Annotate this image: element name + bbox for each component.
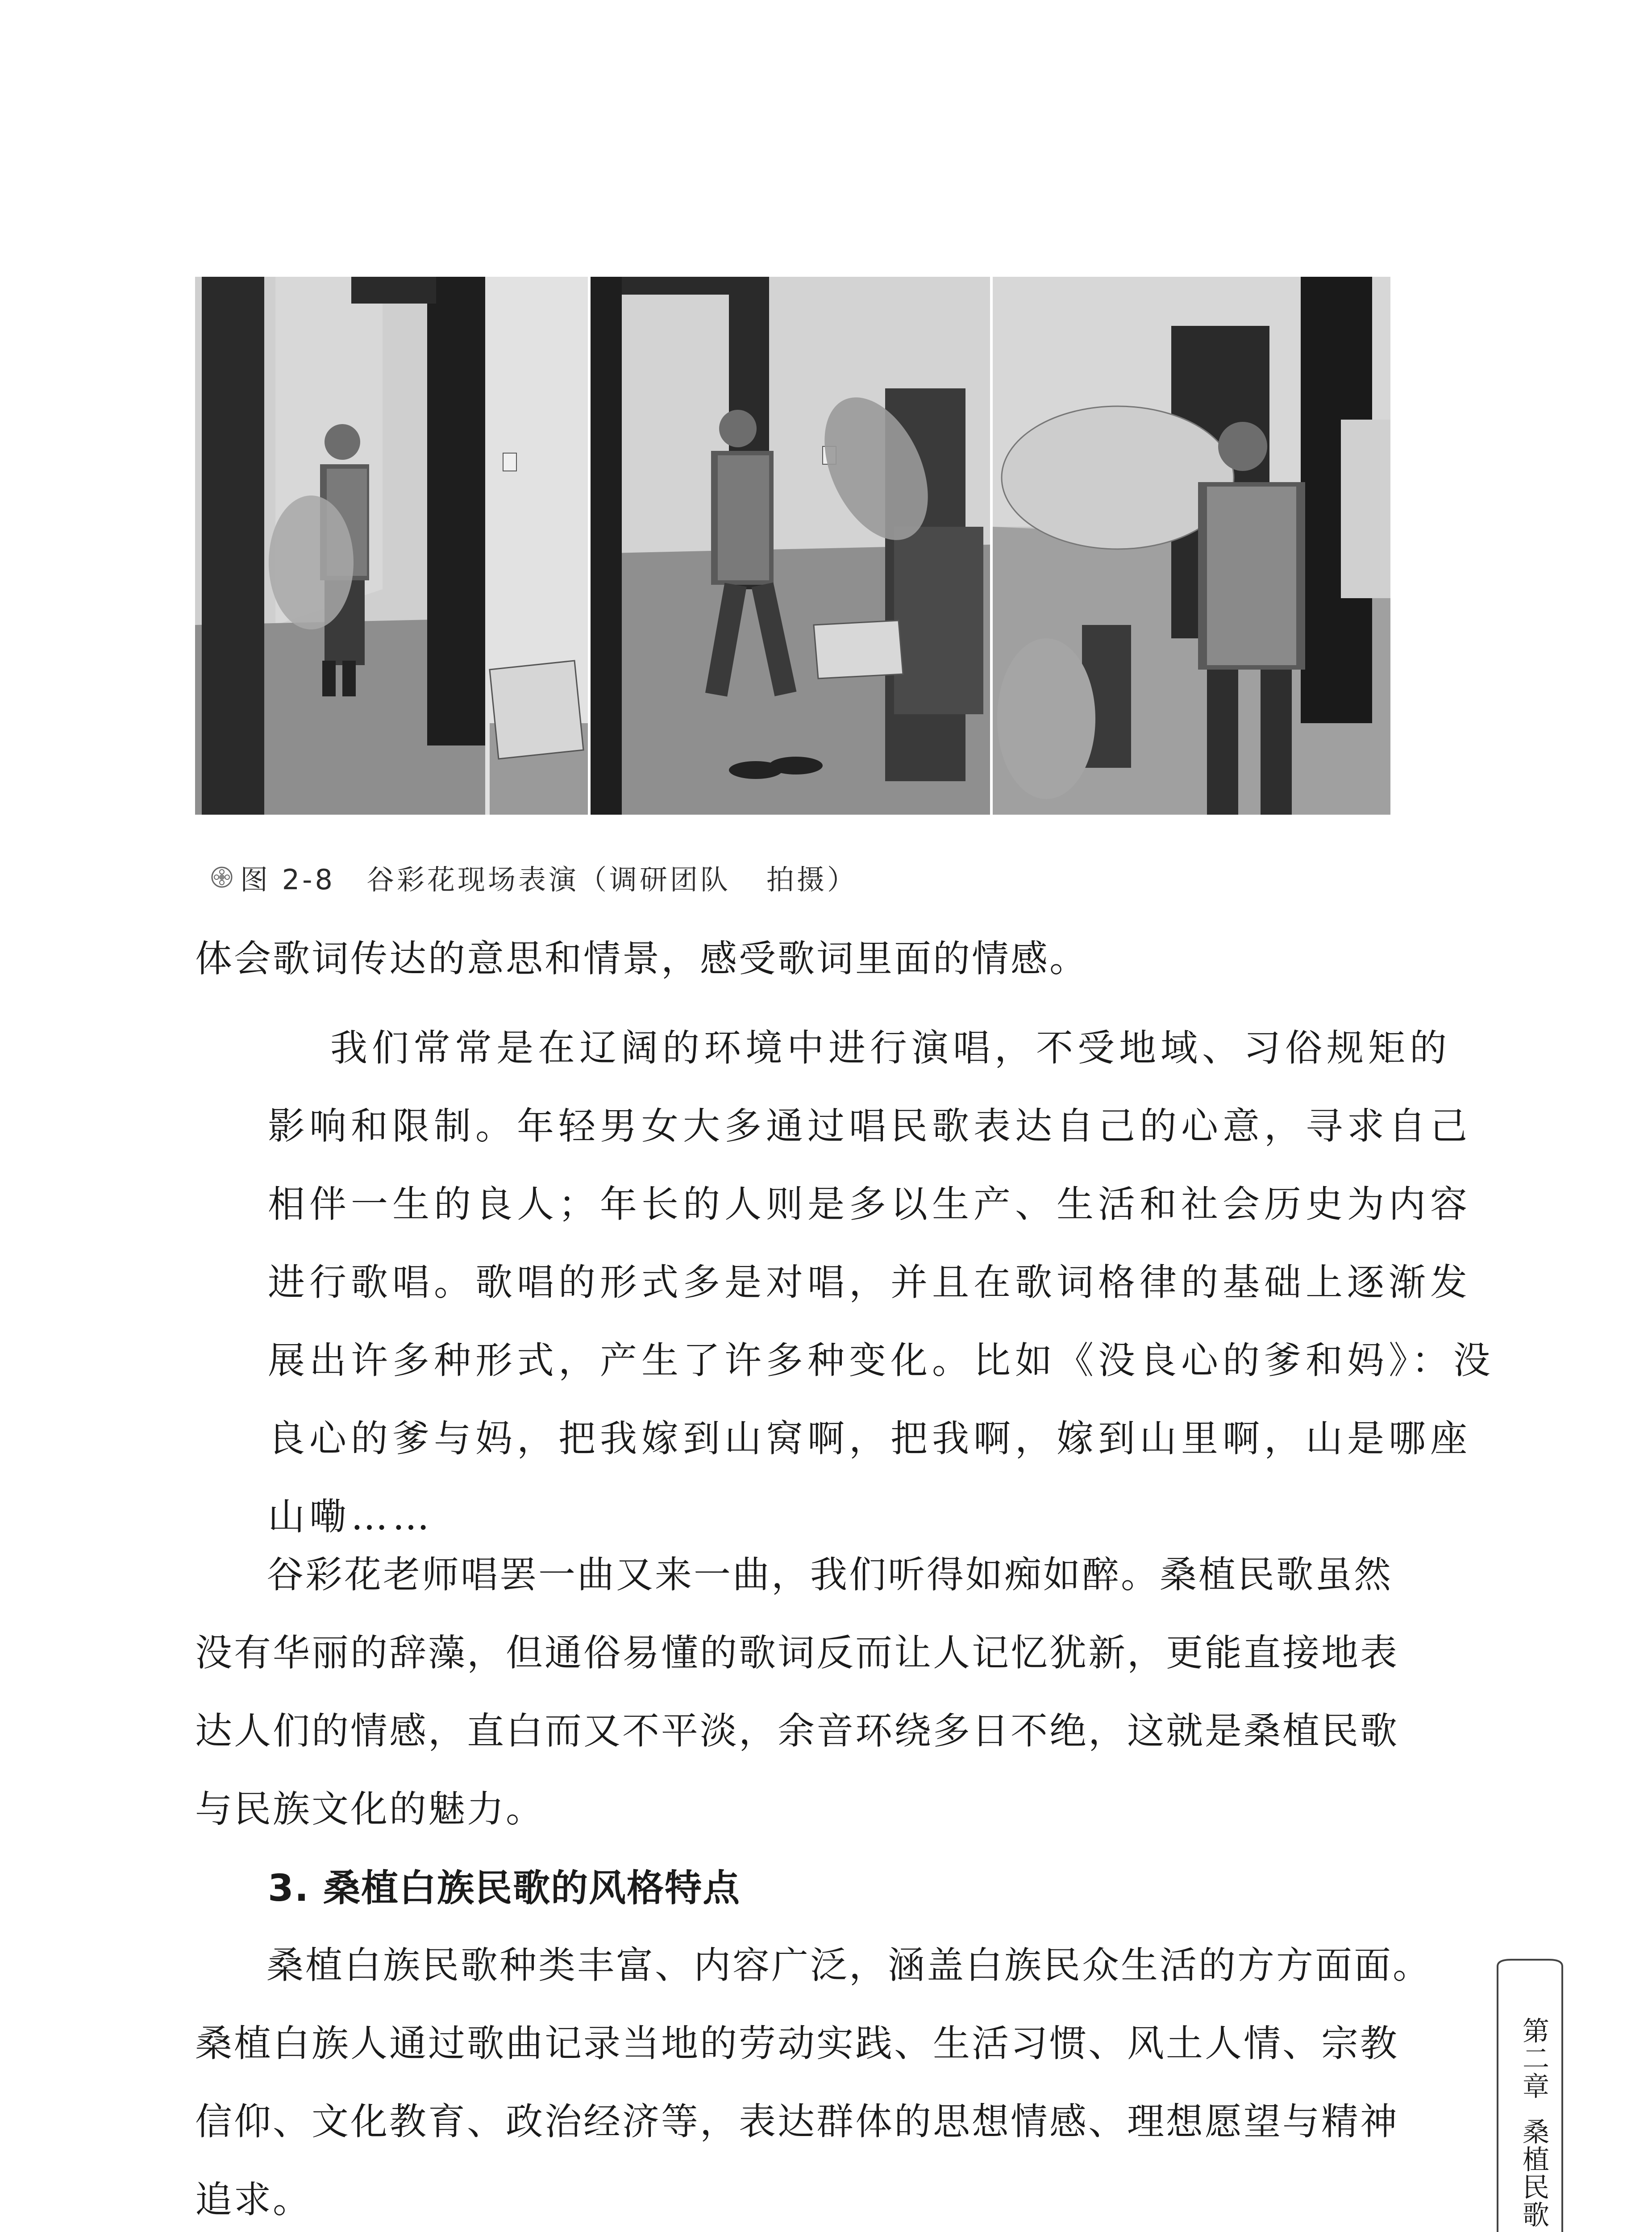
section-heading: 3. 桑植白族民歌的风格特点 [268,1866,741,1910]
text-line: 良心的爹与妈，把我嫁到山窝啊，把我啊，嫁到山里啊，山是哪座 [268,1417,1472,1460]
text-line: 展出许多种形式，产生了许多种变化。比如《没良心的爹和妈》：没 [268,1339,1495,1382]
photo-performer-doorway [195,277,588,815]
figure-caption [210,857,857,897]
quote-block [268,1009,1495,1556]
figure-title: 谷彩花现场表演（调研团队 [366,863,731,896]
text-line: 追求。 [195,2178,312,2221]
paragraph-3 [195,1926,1431,2232]
text-line: 没有华丽的辞藻，但通俗易懂的歌词反而让人记忆犹新，更能直接地表 [195,1631,1399,1674]
text-line: 进行歌唱。歌唱的形式多是对唱，并且在歌词格律的基础上逐渐发 [268,1261,1472,1304]
text-line: 影响和限制。年轻男女大多通过唱民歌表达自己的心意，寻求自己 [268,1104,1472,1148]
text-line: 山嘞…… [268,1495,434,1538]
text-line: 桑植白族人通过歌曲记录当地的劳动实践、生活习惯、风土人情、宗教 [195,2022,1399,2065]
text-line: 信仰、文化教育、政治经济等，表达群体的思想情感、理想愿望与精神 [195,2100,1399,2143]
photo-performer-fan [591,277,990,815]
text-line: 体会歌词传达的意思和情景，感受歌词里面的情感。 [195,937,1088,980]
text-line: 我们常常是在辽阔的环境中进行演唱，不受地域、习俗规矩的 [330,1026,1451,1070]
paragraph-2 [195,1536,1399,1848]
photo-strip [195,277,1390,815]
photo-performer-smile [993,277,1390,815]
text-line: 达人们的情感，直白而又不平淡，余音环绕多日不绝，这就是桑植民歌 [195,1709,1399,1753]
text-line: 与民族文化的魅力。 [195,1787,545,1831]
flower-icon [210,865,234,889]
figure-credit: 拍摄） [766,863,858,896]
text-line: 桑植白族民歌种类丰富、内容广泛，涵盖白族民众生活的方方面面。 [266,1944,1431,1987]
chapter-label [1511,1989,1549,2232]
chapter-side-tab [1493,1957,1567,2232]
text-line: 谷彩花老师唱罢一曲又来一曲，我们听得如痴如醉。桑植民歌虽然 [266,1553,1393,1596]
paragraph-1 [195,920,1088,998]
figure-number: 图 2-8 [240,863,335,896]
text-line: 相伴一生的良人；年长的人则是多以生产、生活和社会历史为内容 [268,1183,1472,1226]
chapter-number: 第二章 [1518,2017,1549,2100]
chapter-title: 桑植民歌 [1518,2118,1549,2228]
